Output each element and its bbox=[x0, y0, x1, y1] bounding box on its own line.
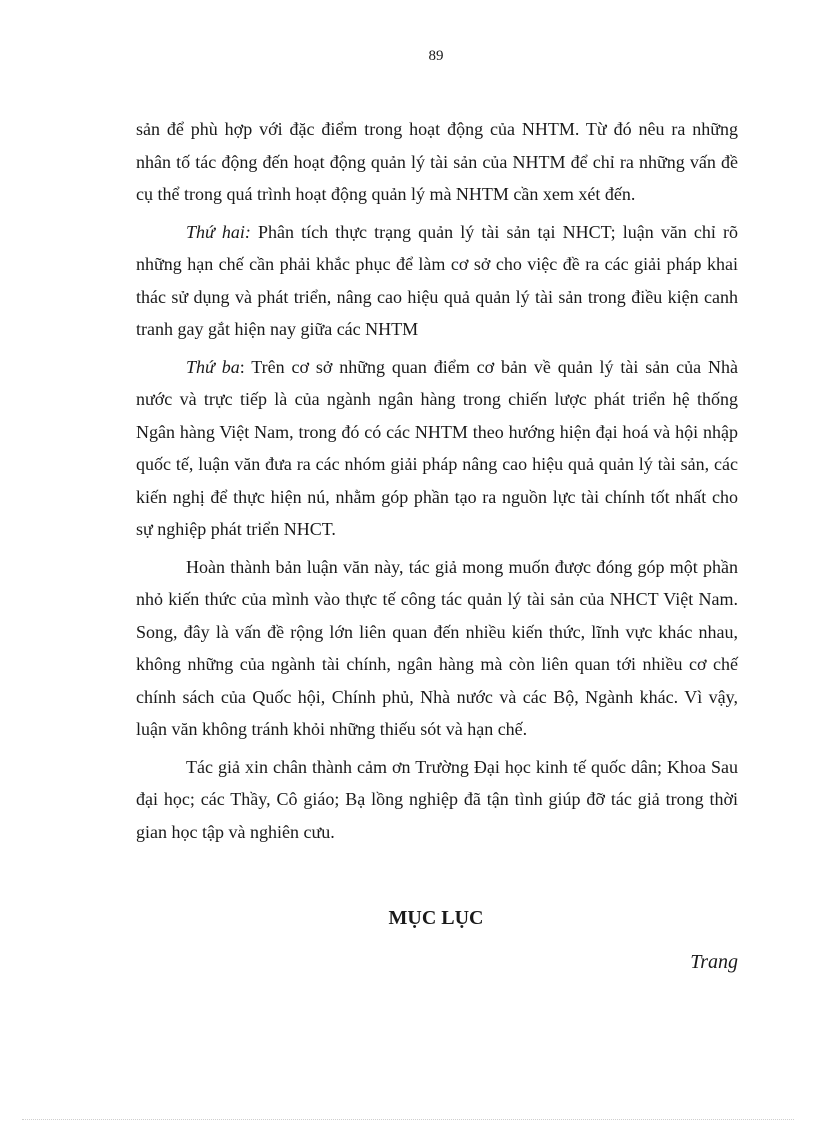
paragraph-acknowledgement bbox=[136, 751, 738, 849]
paragraph-conclusion bbox=[136, 551, 738, 746]
paragraph-lead: Thứ hai: bbox=[186, 221, 251, 242]
paragraph-text: Hoàn thành bản luận văn này, tác giả mong muốn được đóng góp một phần nhỏ kiến thức của mình vào thực tế công tác quản lý tài sản của NHCT Việt Nam. Song, đây là vấn đề rộng lớn liên quan đến nhiều kiến thức, lĩnh vực khác nhau, không những của ngành tài chính, ngân hàng mà còn liên quan tới nhiều cơ chế chính sách của Quốc hội, Chính phủ, Nhà nước và các Bộ, Ngành khác. Vì vậy, luận văn không tránh khỏi những thiếu sót và hạn chế. bbox=[136, 556, 738, 739]
paragraph-text: sản để phù hợp với đặc điểm trong hoạt động của NHTM. Từ đó nêu ra những nhân tố tác động đến hoạt động quản lý tài sản của NHTM để chỉ ra những vấn đề cụ thể trong quá trình hoạt động quản lý mà NHTM cần xem xét đến. bbox=[136, 119, 738, 204]
paragraph-second-point bbox=[136, 216, 738, 346]
toc-heading: MỤC LỤC bbox=[388, 907, 484, 929]
paragraph-third-point bbox=[136, 351, 738, 546]
paragraph-lead: Thứ ba bbox=[186, 356, 240, 377]
body-text bbox=[136, 113, 738, 853]
paragraph-intro-continued bbox=[136, 113, 738, 211]
page-number: 89 bbox=[428, 48, 444, 64]
page-bottom-divider bbox=[22, 1119, 794, 1120]
paragraph-text: Tác giả xin chân thành cảm ơn Trường Đại học kinh tế quốc dân; Khoa Sau đại học; các Thầy, Cô giáo; Bạ lồng nghiệp đã tận tình giúp đỡ tác giả trong thời gian học tập và nghiên cưu. bbox=[136, 756, 738, 842]
toc-page-label: Trang bbox=[690, 951, 738, 973]
paragraph-text: Phân tích thực trạng quản lý tài sản tại NHCT; luận văn chỉ rõ những hạn chế cần phải khắc phục để làm cơ sở cho việc đề ra các giải pháp khai thác sử dụng và phát triển, nâng cao hiệu quả quản lý tài sản trong điều kiện canh tranh gay gắt hiện nay giữa các NHTM bbox=[136, 221, 738, 339]
paragraph-text: : Trên cơ sở những quan điểm cơ bản về quản lý tài sản của Nhà nước và trực tiếp là của ngành ngân hàng trong chiến lược phát triển hệ thống Ngân hàng Việt Nam, trong đó có các NHTM theo hướng hiện đại hoá và hội nhập quốc tế, luận văn đưa ra các nhóm giải pháp nâng cao hiệu quả quản lý tài sản, các kiến nghị để thực hiện nú, nhằm góp phần tạo ra nguồn lực tài chính tốt nhất cho sự nghiệp phát triển NHCT. bbox=[136, 356, 739, 539]
